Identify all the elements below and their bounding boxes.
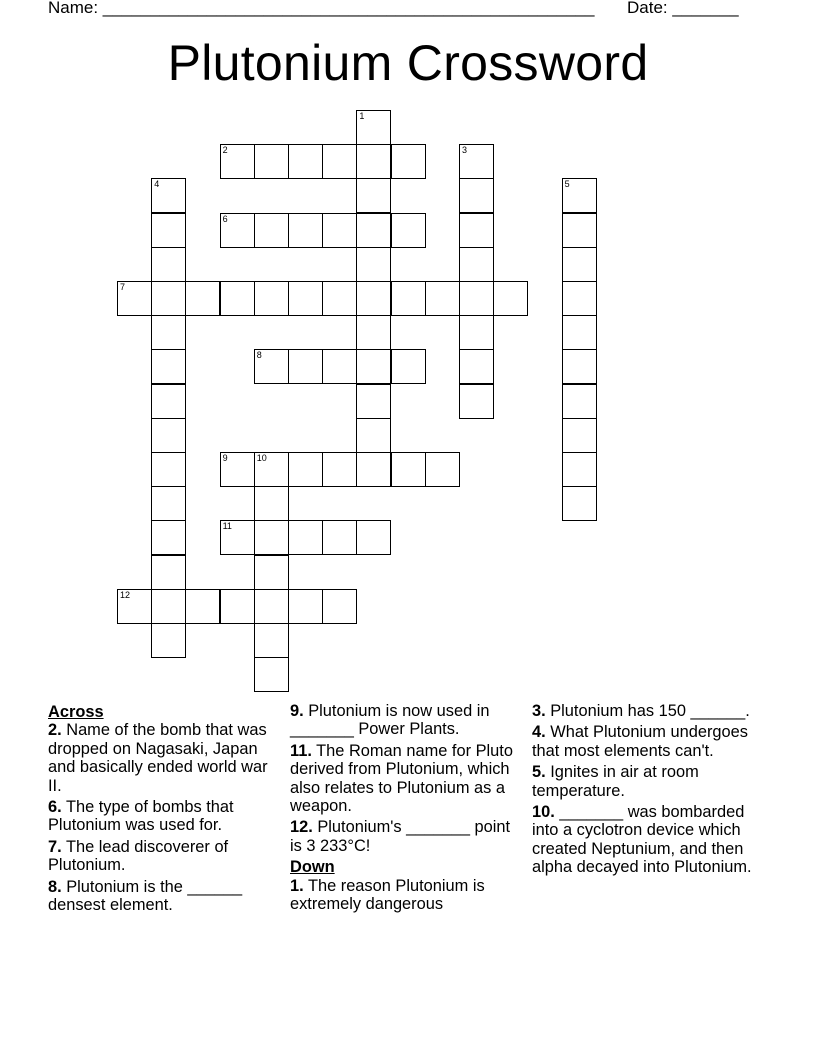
grid-cell[interactable] — [288, 349, 323, 384]
grid-cell[interactable] — [459, 281, 494, 316]
grid-cell[interactable] — [151, 623, 186, 658]
grid-cell[interactable] — [391, 144, 426, 179]
grid-cell[interactable] — [254, 555, 289, 590]
grid-cell[interactable] — [254, 144, 289, 179]
grid-cell[interactable] — [151, 213, 186, 248]
clue-number: 12 — [120, 589, 131, 600]
grid-cell[interactable] — [288, 520, 323, 555]
grid-cell[interactable] — [254, 452, 289, 487]
grid-cell[interactable] — [322, 589, 357, 624]
grid-cell[interactable] — [562, 349, 597, 384]
grid-cell[interactable] — [322, 213, 357, 248]
grid-cell[interactable] — [562, 452, 597, 487]
clue-across-12: 12. Plutonium's _______ point is 3 233°C! — [290, 818, 511, 855]
clue-number: 8 — [256, 350, 262, 361]
grid-cell[interactable] — [288, 589, 323, 624]
grid-cell[interactable] — [151, 452, 186, 487]
grid-cell[interactable] — [117, 281, 152, 316]
clue-number: 7 — [120, 282, 126, 292]
grid-cell[interactable] — [356, 178, 391, 213]
grid-cell[interactable] — [254, 213, 289, 248]
down-heading: Down — [290, 858, 335, 877]
clue-down-10: 10. _______ was bombarded into a cyclotron device which created Neptunium, and then alpha decayed into Plutonium. — [532, 803, 752, 877]
grid-cell[interactable] — [322, 349, 357, 384]
grid-cell[interactable] — [288, 452, 323, 487]
grid-cell[interactable] — [459, 384, 494, 419]
across-heading: Across — [48, 703, 104, 721]
page-title: Plutonium Crossword — [167, 35, 649, 91]
grid-cell[interactable] — [254, 657, 289, 692]
grid-cell[interactable] — [151, 418, 186, 453]
grid-cell[interactable] — [459, 178, 494, 213]
grid-cell[interactable] — [356, 315, 391, 350]
grid-cell[interactable] — [562, 384, 597, 419]
grid-cell[interactable] — [254, 349, 289, 384]
grid-cell[interactable] — [185, 589, 220, 624]
grid-cell[interactable] — [254, 623, 289, 658]
grid-cell[interactable] — [562, 281, 597, 316]
grid-cell[interactable] — [356, 520, 391, 555]
grid-cell[interactable] — [288, 281, 323, 316]
grid-cell[interactable] — [322, 520, 357, 555]
grid-cell[interactable] — [151, 178, 186, 213]
grid-cell[interactable] — [356, 110, 391, 145]
grid-cell[interactable] — [562, 178, 597, 213]
grid-cell[interactable] — [151, 384, 186, 419]
grid-cell[interactable] — [562, 486, 597, 521]
clue-across-7: 7. The lead discoverer of Plutonium. — [48, 837, 229, 875]
date-field[interactable]: Date: _______ — [627, 0, 739, 17]
clue-number: 2 — [222, 145, 228, 156]
grid-cell[interactable] — [391, 349, 426, 384]
grid-cell[interactable] — [151, 486, 186, 521]
grid-cell[interactable] — [220, 281, 255, 316]
grid-cell[interactable] — [425, 281, 460, 316]
grid-cell[interactable] — [254, 520, 289, 555]
name-field[interactable]: Name: ____________________________________________________ — [48, 0, 595, 17]
clue-down-5: 5. Ignites in air at room temperature. — [532, 763, 699, 800]
grid-cell[interactable] — [288, 144, 323, 179]
grid-cell[interactable] — [151, 349, 186, 384]
grid-cell[interactable] — [356, 418, 391, 453]
grid-cell[interactable] — [151, 247, 186, 282]
grid-cell[interactable] — [356, 144, 391, 179]
clues-column-2 — [290, 702, 515, 916]
grid-cell[interactable] — [288, 213, 323, 248]
grid-cell[interactable] — [562, 247, 597, 282]
grid-cell[interactable] — [117, 589, 152, 624]
clue-number: 6 — [222, 213, 228, 224]
grid-cell[interactable] — [562, 315, 597, 350]
grid-cell[interactable] — [356, 281, 391, 316]
grid-cell[interactable] — [151, 281, 186, 316]
clue-across-2: 2. Name of the bomb that was dropped on Nagasaki, Japan and basically ended world war II. — [48, 721, 268, 795]
grid-cell[interactable] — [356, 247, 391, 282]
grid-cell[interactable] — [151, 315, 186, 350]
grid-cell[interactable] — [151, 520, 186, 555]
grid-cell[interactable] — [254, 281, 289, 316]
grid-cell[interactable] — [562, 213, 597, 248]
grid-cell[interactable] — [356, 384, 391, 419]
grid-cell[interactable] — [220, 144, 255, 179]
clue-number: 10 — [256, 453, 267, 463]
grid-cell[interactable] — [220, 452, 255, 487]
clue-down-1: 1. The reason Plutonium is extremely dangerous — [290, 876, 485, 914]
clue-down-3: 3. Plutonium has 150 ______. — [532, 702, 750, 720]
grid-cell[interactable] — [151, 589, 186, 624]
grid-cell[interactable] — [356, 452, 391, 487]
clues-column-1 — [48, 702, 273, 917]
grid-cell[interactable] — [254, 486, 289, 521]
clue-number: 11 — [222, 521, 232, 532]
grid-cell[interactable] — [185, 281, 220, 316]
clue-number: 5 — [564, 179, 570, 190]
grid-cell[interactable] — [356, 349, 391, 384]
grid-cell[interactable] — [220, 520, 255, 555]
clue-number: 3 — [462, 145, 468, 156]
grid-cell[interactable] — [391, 213, 426, 248]
grid-cell[interactable] — [220, 213, 255, 248]
grid-cell[interactable] — [322, 144, 357, 179]
grid-cell[interactable] — [254, 589, 289, 624]
grid-cell[interactable] — [459, 213, 494, 248]
clue-number: 9 — [222, 453, 228, 463]
grid-cell[interactable] — [391, 281, 426, 316]
clue-number: 4 — [154, 179, 160, 190]
clue-across-11: 11. The Roman name for Pluto derived from Plutonium, which also relates to Plutonium as a weapon. — [290, 741, 513, 816]
clues-column-3 — [532, 702, 757, 880]
grid-cell[interactable] — [425, 452, 460, 487]
grid-cell[interactable] — [459, 144, 494, 179]
grid-cell[interactable] — [391, 452, 426, 487]
clue-across-9: 9. Plutonium is now used in _______ Power Plants. — [290, 702, 490, 739]
grid-cell[interactable] — [356, 213, 391, 248]
grid-cell[interactable] — [220, 589, 255, 624]
clue-number: 1 — [359, 111, 365, 121]
grid-cell[interactable] — [459, 315, 494, 350]
clue-across-8: 8. Plutonium is the ______ densest element. — [48, 877, 243, 915]
grid-cell[interactable] — [459, 349, 494, 384]
clue-across-6: 6. The type of bombs that Plutonium was used for. — [48, 798, 234, 835]
grid-cell[interactable] — [322, 452, 357, 487]
grid-cell[interactable] — [151, 555, 186, 590]
grid-cell[interactable] — [322, 281, 357, 316]
grid-cell[interactable] — [493, 281, 528, 316]
grid-cell[interactable] — [562, 418, 597, 453]
clue-down-4: 4. What Plutonium undergoes that most elements can't. — [532, 723, 748, 760]
grid-cell[interactable] — [459, 247, 494, 282]
